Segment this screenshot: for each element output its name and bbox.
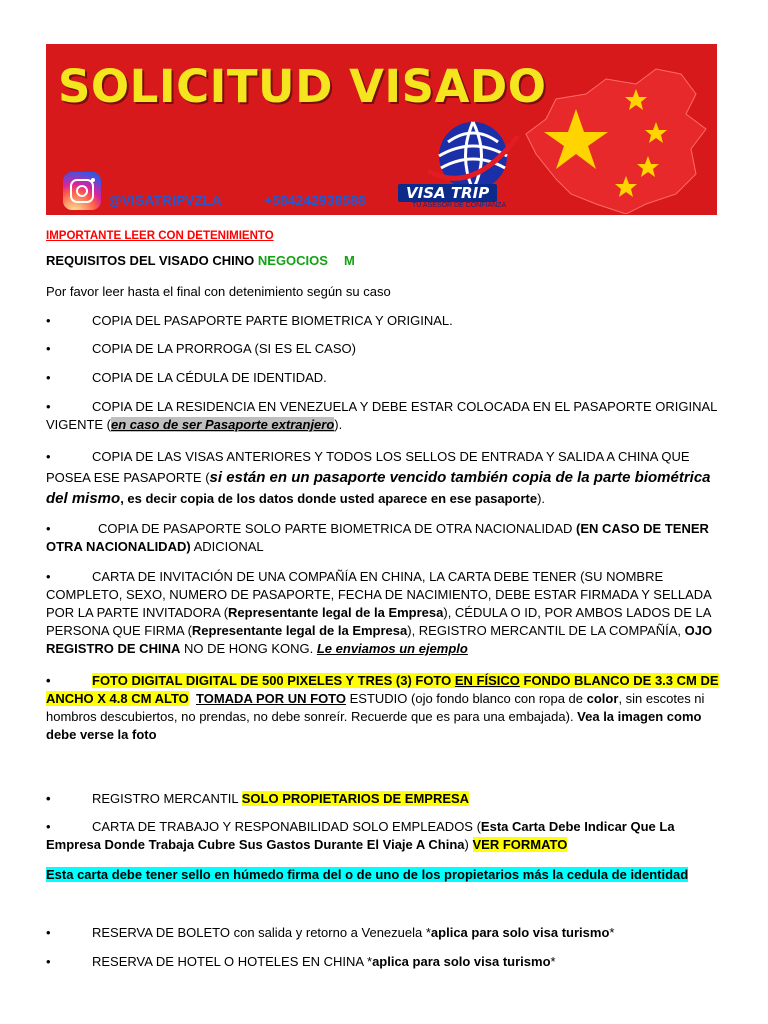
brand-name: VISA TRIP <box>398 184 497 202</box>
requirement-item: • COPIA DE LA RESIDENCIA EN VENEZUELA Y DEBE ESTAR COLOCADA EN EL PASAPORTE ORIGINAL VIGENTE (en caso de ser Pasaporte extranjero). <box>46 399 717 432</box>
requirement-item: • COPIA DE LA CÉDULA DE IDENTIDAD. <box>46 370 327 385</box>
requirement-item: • REGISTRO MERCANTIL SOLO PROPIETARIOS DE EMPRESA <box>46 791 470 806</box>
phone-number[interactable]: +584242938588 <box>264 192 366 208</box>
requirement-item: • COPIA DE PASAPORTE SOLO PARTE BIOMETRICA DE OTRA NACIONALIDAD (EN CASO DE TENER OTRA NACIONALIDAD) ADICIONAL <box>46 521 709 554</box>
globe-logo-icon <box>418 116 528 188</box>
banner-title: SOLICITUD VISADO <box>58 60 547 113</box>
requirement-item: • RESERVA DE BOLETO con salida y retorno a Venezuela *aplica para solo visa turismo* <box>46 925 615 940</box>
requirement-item: • COPIA DE LAS VISAS ANTERIORES Y TODOS LOS SELLOS DE ENTRADA Y SALIDA A CHINA QUE POSEA ESE PASAPORTE (si están en un pasaporte vencido también copia de la parte biométrica del mismo, es decir copia de los datos donde usted aparece en ese pasaporte). <box>46 449 711 507</box>
requirement-item: • CARTA DE INVITACIÓN DE UNA COMPAÑÍA EN CHINA, LA CARTA DEBE TENER (SU NOMBRE COMPLETO, SEXO, NUMERO DE PASAPORTE, FECHA DE NACIMIENTO, DEBE ESTAR FIRMADA Y SELLADA POR LA PARTE INVITADORA (Representante legal de la Empresa), CÉDULA O ID, POR AMBOS LADOS DE LA PERSONA QUE FIRMA (Representante legal de la Empresa), REGISTRO MERCANTIL DE LA COMPAÑÍA, OJO REGISTRO DE CHINA NO DE HONG KONG. Le enviamos un ejemplo <box>46 569 713 656</box>
brand-tagline: TU ASESOR DE CONFIANZA <box>412 202 507 209</box>
intro-text: Por favor leer hasta el final con detenimiento según su caso <box>46 284 391 299</box>
requirements-heading: REQUISITOS DEL VISADO CHINO NEGOCIOS M <box>46 253 355 268</box>
instagram-handle[interactable]: @VISATRIPVZLA <box>108 192 222 208</box>
requirement-item: • FOTO DIGITAL DIGITAL DE 500 PIXELES Y TRES (3) FOTO EN FÍSICO FONDO BLANCO DE 3.3 CM DE ANCHO X 4.8 CM ALTO TOMADA POR UN FOTO ESTUDIO (ojo fondo blanco con ropa de color, sin escotes ni hombros descubiertos, no prendas, no debe sonreír. Recuerde que es para una embajada). Vea la imagen como debe verse la foto <box>46 673 719 742</box>
instagram-icon[interactable] <box>63 172 101 210</box>
requirement-item: • CARTA DE TRABAJO Y RESPONABILIDAD SOLO EMPLEADOS (Esta Carta Debe Indicar Que La Empresa Donde Trabaja Cubre Sus Gastos Durante El Viaje A China) VER FORMATO <box>46 819 675 852</box>
stamp-notice: Esta carta debe tener sello en húmedo firma del o de uno de los propietarios más la cedula de identidad <box>46 867 689 882</box>
requirement-item: • RESERVA DE HOTEL O HOTELES EN CHINA *aplica para solo visa turismo* <box>46 954 556 969</box>
header-banner <box>46 44 717 215</box>
requirement-item: • COPIA DE LA PRORROGA (SI ES EL CASO) <box>46 341 356 356</box>
important-notice: IMPORTANTE LEER CON DETENIMIENTO <box>46 230 274 242</box>
china-map-icon <box>516 64 716 214</box>
requirement-item: • COPIA DEL PASAPORTE PARTE BIOMETRICA Y ORIGINAL. <box>46 313 453 328</box>
